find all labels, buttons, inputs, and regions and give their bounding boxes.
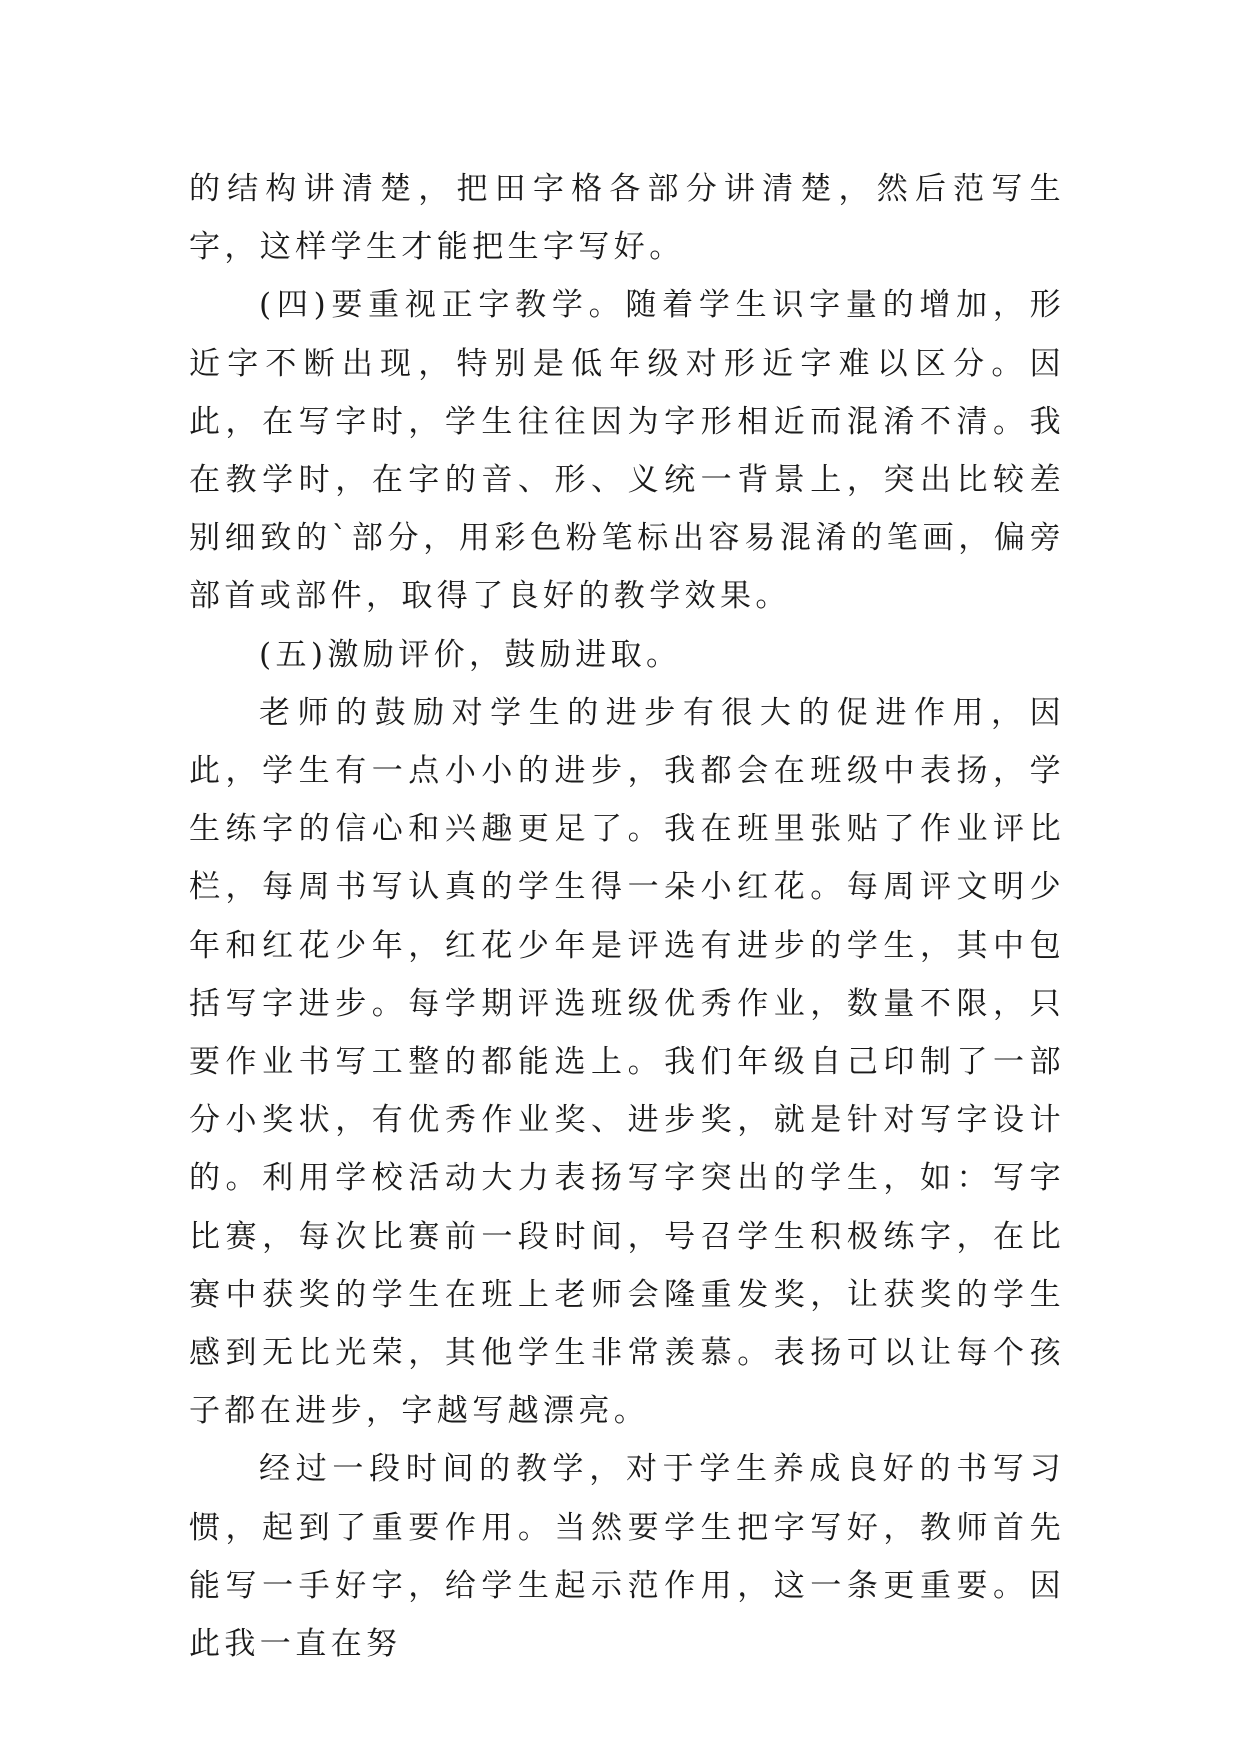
paragraph-4: 老师的鼓励对学生的进步有很大的促进作用，因此，学生有一点小小的进步，我都会在班级中表扬，学生练字的信心和兴趣更足了。我在班里张贴了作业评比栏，每周书写认真的学生得一朵小红花。每周评文明少年和红花少年，红花少年是评选有进步的学生，其中包括写字进步。每学期评选班级优秀作业，数量不限，只要作业书写工整的都能选上。我们年级自己印制了一部分小奖状，有优秀作业奖、进步奖，就是针对写字设计的。利用学校活动大力表扬写字突出的学生，如：写字比赛，每次比赛前一段时间，号召学生积极练字，在比赛中获奖的学生在班上老师会隆重发奖，让获奖的学生感到无比光荣，其他学生非常羡慕。表扬可以让每个孩子都在进步，字越写越漂亮。 <box>189 694 1065 1430</box>
paragraph-1: 的结构讲清楚，把田字格各部分讲清楚，然后范写生字，这样学生才能把生字写好。 <box>189 171 1065 266</box>
document-body <box>189 160 1065 1673</box>
paragraph-2: (四)要重视正字教学。随着学生识字量的增加，形近字不断出现，特别是低年级对形近字难以区分。因此，在写字时，学生往往因为字形相近而混淆不清。我在教学时，在字的音、形、义统一背景上，突出比较差别细致的`部分，用彩色粉笔标出容易混淆的笔画，偏旁部首或部件，取得了良好的教学效果。 <box>189 287 1065 615</box>
paragraph-5: 经过一段时间的教学，对于学生养成良好的书写习惯，起到了重要作用。当然要学生把字写好，教师首先能写一手好字，给学生起示范作用，这一条更重要。因此我一直在努 <box>189 1451 1065 1663</box>
paragraph-3: (五)激励评价，鼓励进取。 <box>259 636 682 673</box>
